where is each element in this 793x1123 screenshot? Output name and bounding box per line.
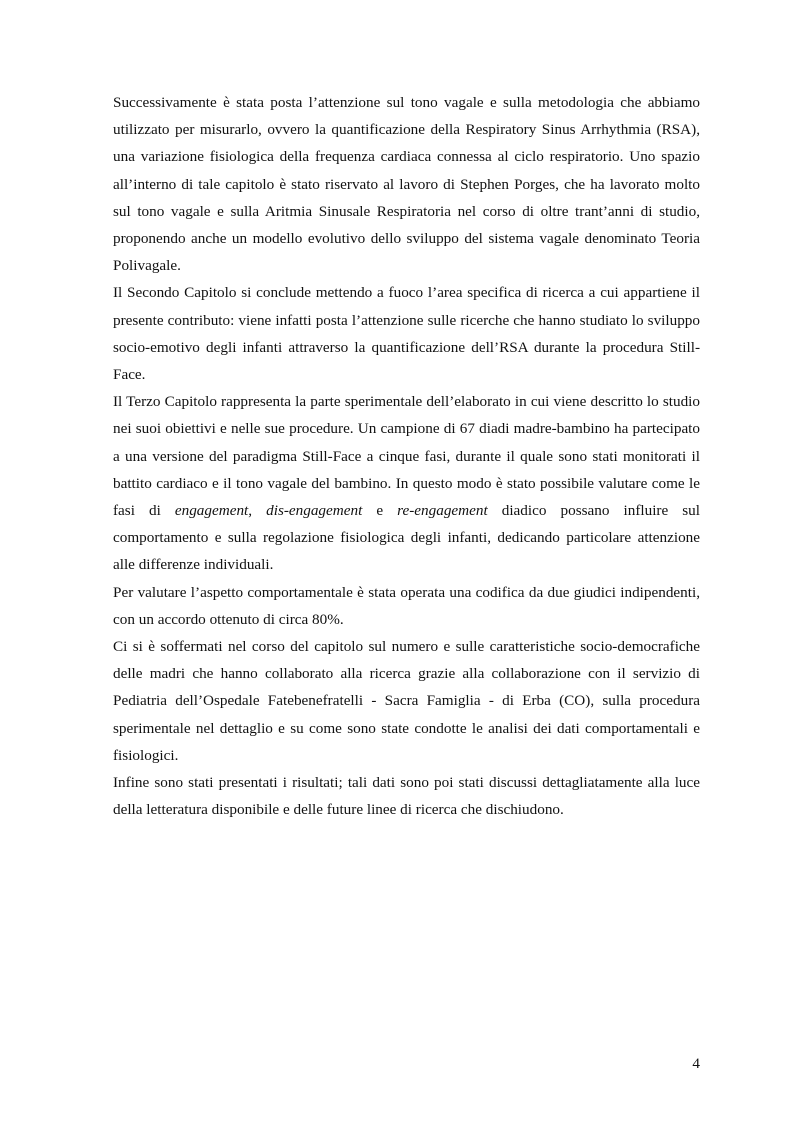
paragraph-madri-procedura: [113, 633, 700, 769]
paragraph-text: Il Secondo Capitolo si conclude mettendo a fuoco l’area specifica di ricerca a cui appartiene il presente contributo: viene infatti posta l’attenzione sulle ricerche che hanno studiato lo sviluppo socio-emotivo degli infanti attraverso la quantificazione dell’RSA durante la procedura Still-Face.: [113, 284, 700, 384]
paragraph-text: diadico possano influire sul comportamento e sulla regolazione fisiologica degli infanti, dedicando particolare attenzione alle differenze individuali.: [113, 502, 700, 574]
paragraph-codifica: [113, 579, 700, 633]
paragraph-text: e: [362, 502, 398, 520]
document-body: [113, 89, 700, 823]
paragraph-text: Per valutare l’aspetto comportamentale è stata operata una codifica da due giudici indipendenti, con un accordo ottenuto di circa 80%.: [113, 583, 700, 628]
paragraph-text: Successivamente è stata posta l’attenzione sul tono vagale e sulla metodologia che abbiamo utilizzato per misurarlo, ovvero la quantificazione della Respiratory Sinus Arrhythmia (RSA), una variazione fisiologica della frequenza cardiaca connessa al ciclo respiratorio. Uno spazio all’interno di tale capitolo è stato riservato al lavoro di Stephen Porges, che ha lavorato molto sul tono vagale e sulla Aritmia Sinusale Respiratoria nel corso di oltre trant’anni di studio, proponendo anche un modello evolutivo dello sviluppo del sistema vagale denominato Teoria Polivagale.: [113, 94, 700, 275]
paragraph-text: Il Terzo Capitolo rappresenta la parte sperimentale dell’elaborato in cui viene descritto lo studio nei suoi obiettivi e nelle sue procedure. Un campione di 67 diadi madre-bambino ha partecipato a una versione del paradigma Still-Face a cinque fasi, durante il quale sono stati monitorati il battito cardiaco e il tono vagale del bambino. In questo modo è stato possibile valutare come le fasi di: [113, 393, 700, 520]
paragraph-secondo-capitolo: [113, 279, 700, 388]
page-number: 4: [692, 1055, 700, 1072]
italic-term-dis-engagement: dis-engagement: [266, 502, 363, 520]
paragraph-text: Infine sono stati presentati i risultati; tali dati sono poi stati discussi dettagliatamente alla luce della letteratura disponibile e delle future linee di ricerca che dischiudono.: [113, 774, 700, 819]
paragraph-rsa-porges: [113, 89, 700, 279]
paragraph-terzo-capitolo: [113, 388, 700, 578]
paragraph-risultati: [113, 769, 700, 823]
italic-term-re-engagement: re-engagement: [397, 502, 488, 520]
paragraph-text: ,: [248, 502, 267, 520]
paragraph-text: Ci si è soffermati nel corso del capitolo sul numero e sulle caratteristiche socio-democrafiche delle madri che hanno collaborato alla ricerca grazie alla collaborazione con il servizio di Pediatria dell’Ospedale Fatebenefratelli - Sacra Famiglia - di Erba (CO), sulla procedura sperimentale nel dettaglio e su come sono state condotte le analisi dei dati comportamentali e fisiologici.: [113, 638, 700, 764]
italic-term-engagement: engagement: [174, 502, 249, 520]
